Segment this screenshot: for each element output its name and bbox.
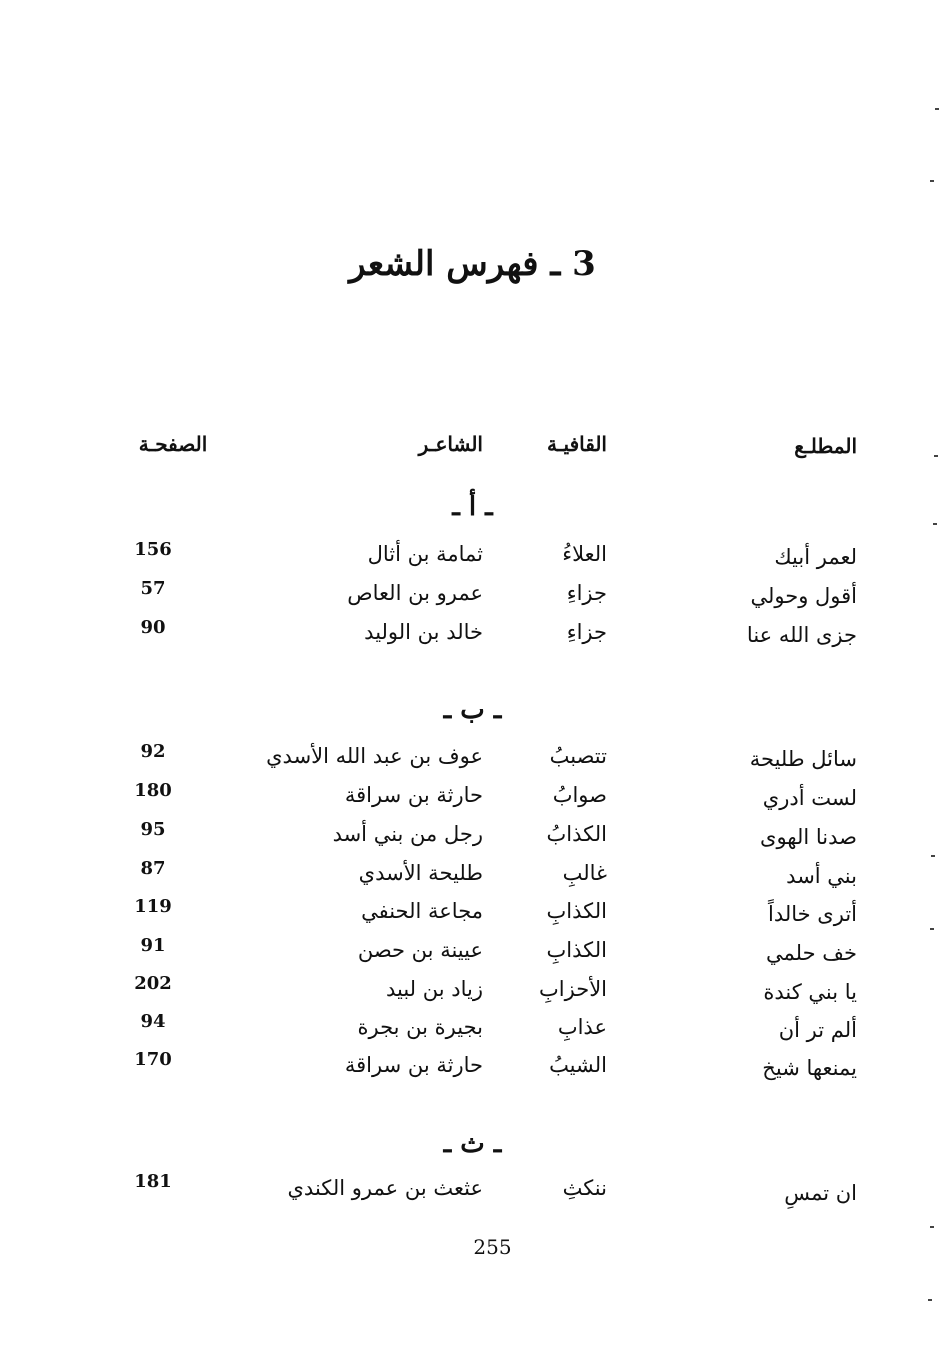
header-opening: المطلـع: [794, 434, 857, 458]
entry-poet: مجاعة الحنفي: [361, 899, 483, 923]
entry-rhyme: جزاءِ: [566, 581, 607, 605]
entry-poet: عمرو بن العاص: [347, 581, 483, 605]
scan-speck: [934, 455, 938, 457]
entry-page: 87: [140, 858, 166, 879]
entry-opening: صدنا الهوى: [760, 825, 857, 849]
entry-rhyme: الأحزابِ: [539, 977, 607, 1001]
entry-rhyme: صوابُ: [552, 783, 607, 807]
entry-page: 57: [140, 578, 166, 599]
entry-poet: خالد بن الوليد: [364, 620, 483, 644]
entry-poet: عيينة بن حصن: [357, 938, 483, 962]
entry-poet: حارثة بن سراقة: [344, 1053, 483, 1077]
entry-opening: خف حلمي: [766, 941, 857, 965]
entry-rhyme: غالبِ: [562, 861, 607, 885]
entry-poet: ثمامة بن أثال: [367, 542, 483, 566]
entry-opening: سائل طليحة: [749, 747, 857, 771]
scan-speck: [928, 1299, 932, 1301]
entry-poet: بجيرة بن بجرة: [357, 1015, 483, 1039]
entry-rhyme: الكذابُ: [546, 822, 607, 846]
entry-opening: ان تمسِ: [784, 1181, 857, 1205]
entry-page: 202: [134, 973, 172, 994]
entry-page: 119: [134, 896, 172, 917]
entry-rhyme: العلاءُ: [562, 542, 607, 566]
scan-speck: [933, 523, 937, 525]
header-rhyme: القافيـة: [546, 432, 607, 456]
entry-opening: يا بني كندة: [763, 980, 857, 1004]
entry-page: 180: [134, 780, 172, 801]
entry-rhyme: تتصببُ: [549, 744, 607, 768]
section-letter-tha: ـ ث ـ: [443, 1129, 502, 1159]
entry-opening: أترى خالداً: [767, 902, 857, 926]
entry-page: 94: [140, 1011, 166, 1032]
entry-poet: عوف بن عبد الله الأسدي: [266, 744, 483, 768]
entry-page: 90: [140, 617, 166, 638]
section-letter-alif: ـ أ ـ: [452, 492, 493, 522]
header-page: الصفحـة: [138, 432, 208, 456]
scan-speck: [930, 928, 934, 930]
scan-speck: [930, 1226, 934, 1228]
entry-opening: ألم تر أن: [778, 1018, 857, 1042]
entry-rhyme: الكذابِ: [546, 899, 607, 923]
entry-poet: حارثة بن سراقة: [344, 783, 483, 807]
section-letter-ba: ـ ب ـ: [443, 695, 502, 725]
entry-poet: رجل من بني أسد: [332, 822, 483, 846]
entry-rhyme: جزاءِ: [566, 620, 607, 644]
entry-poet: زياد بن لبيد: [385, 977, 483, 1001]
entry-page: 95: [140, 819, 166, 840]
entry-rhyme: الكذابِ: [546, 938, 607, 962]
entry-poet: عثعث بن عمرو الكندي: [287, 1176, 483, 1200]
entry-opening: بني أسد: [786, 864, 857, 888]
entry-page: 156: [134, 539, 172, 560]
entry-opening: أقول وحولي: [750, 584, 857, 608]
scan-speck: [930, 180, 934, 182]
entry-page: 91: [140, 935, 166, 956]
page-title: 3 ـ فهرس الشعر: [349, 244, 596, 284]
entry-rhyme: عذابِ: [557, 1015, 607, 1039]
entry-page: 181: [134, 1171, 172, 1192]
entry-poet: طليحة الأسدي: [358, 861, 483, 885]
entry-opening: لعمر أبيك: [774, 545, 857, 569]
entry-opening: لست أدري: [762, 786, 857, 810]
entry-page: 92: [140, 741, 166, 762]
page-number: 255: [473, 1235, 512, 1259]
entry-rhyme: ننكثِ: [562, 1176, 607, 1200]
entry-page: 170: [134, 1049, 172, 1070]
scan-speck: [931, 855, 935, 857]
entry-opening: جزى الله عنا: [746, 623, 857, 647]
scan-speck: [935, 108, 939, 110]
entry-rhyme: الشيبُ: [549, 1053, 607, 1077]
header-poet: الشاعـر: [418, 432, 483, 456]
entry-opening: يمنعها شيخ: [762, 1056, 857, 1080]
